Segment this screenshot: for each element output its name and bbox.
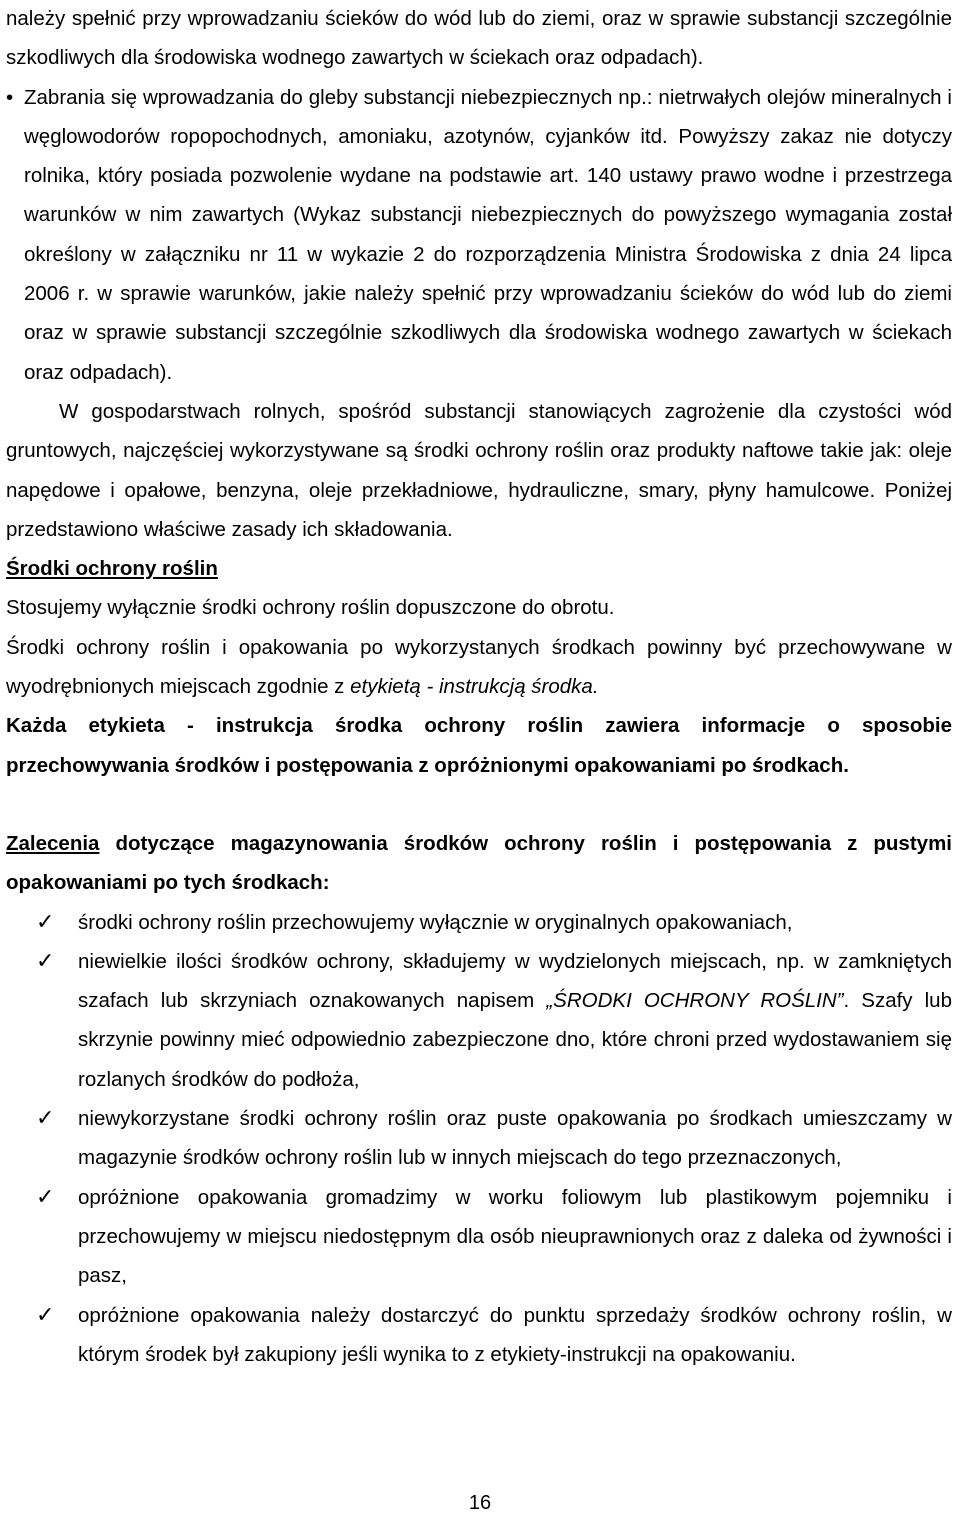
recommendation-item-small-quantities (6, 942, 952, 1099)
paragraph-continuation: należy spełnić przy wprowadzaniu ścieków do wód lub do ziemi, oraz w sprawie substancji szczególnie szkodliwych dla środowiska wodnego zawartych w ściekach oraz odpadach). (6, 7, 952, 70)
recommendations-heading-rest: dotyczące magazynowania środków ochrony roślin i postępowania z pustymi opakowaniami po tych środkach: (6, 831, 952, 895)
page-number: 16 (468, 1492, 492, 1514)
paragraph-label-information: Każda etykieta - instrukcja środka ochrony roślin zawiera informacje o sposobie przechowywania środków i postępowania z opróżnionymi opakowaniami po środkach. (6, 714, 952, 777)
paragraph-spacer (6, 785, 952, 824)
checkmark-icon: ✓ (36, 1106, 55, 1132)
label-instruction-emphasis: etykietą - instrukcją środka. (350, 675, 599, 699)
bullet-item-text: Zabrania się wprowadzania do gleby substancji niebezpiecznych np.: nietrwałych olejów mineralnych i węglowodorów ropopochodnych, amoniaku, azotynów, cyjanków itd. Powyższy zakaz nie dotyczy rolnika, który posiada pozwolenie wydane na podstawie art. 140 ustawy prawo wodne i przestrzega warunków w nim zawartych (Wykaz substancji niebezpiecznych do powyższego wymagania został określony w załączniku nr 11 w wykazie 2 do rozporządzenia Ministra Środowiska z dnia 24 lipca 2006 r. w sprawie warunków, jakie należy spełnić przy wprowadzaniu ścieków do wód lub do ziemi oraz w sprawie substancji szczególnie szkodliwych dla środowiska wodnego zawartych w ściekach oraz odpadach). (24, 85, 952, 384)
document-page (6, 0, 952, 1374)
checkmark-icon: ✓ (36, 1184, 55, 1210)
recommendation-italic-label: „ŚRODKI OCHRONY ROŚLIN” (546, 989, 844, 1013)
recommendation-item-unused-products (6, 1099, 952, 1178)
recommendations-list (6, 903, 952, 1375)
recommendation-item-empty-packaging-storage (6, 1178, 952, 1296)
recommendation-text: opróżnione opakowania należy dostarczyć do punktu sprzedaży środków ochrony roślin, w którym środek był zakupiony jeśli wynika to z etykiety-instrukcji na opakowaniu. (78, 1303, 952, 1366)
recommendation-item-original-packaging (6, 903, 952, 942)
recommendations-heading (6, 824, 952, 903)
paragraph-farms: W gospodarstwach rolnych, spośród substancji stanowiących zagrożenie dla czystości wód gruntowych, najczęściej wykorzystywane są środki ochrony roślin oraz produkty naftowe takie jak: oleje napędowe i opałowe, benzyna, oleje przekładniowe, hydrauliczne, smary, płyny hamulcowe. Poniżej przedstawiono właściwe zasady ich składowania. (6, 399, 952, 541)
recommendation-text: opróżnione opakowania gromadzimy w worku foliowym lub plastikowym pojemniku i przechowujemy w miejscu niedostępnym dla osób nieuprawnionych oraz z daleka od żywności i pasz, (78, 1185, 952, 1288)
checkmark-icon: ✓ (36, 948, 55, 974)
checkmark-icon: ✓ (36, 1302, 55, 1328)
section-heading (6, 549, 952, 588)
recommendation-text: środki ochrony roślin przechowujemy wyłącznie w oryginalnych opakowaniach, (78, 910, 793, 934)
checkmark-icon: ✓ (36, 909, 55, 935)
bullet-list-item (6, 78, 952, 392)
recommendation-text: niewykorzystane środki ochrony roślin oraz puste opakowania po środkach umieszczamy w magazynie środków ochrony roślin lub w innych miejscach do tego przeznaczonych, (78, 1107, 952, 1170)
section-heading-text: Środki ochrony roślin (6, 557, 218, 581)
recommendations-heading-underlined: Zalecenia (6, 831, 100, 855)
paragraph-allowed-products: Stosujemy wyłącznie środki ochrony roślin dopuszczone do obrotu. (6, 596, 615, 620)
bullet-icon: • (6, 85, 14, 109)
recommendation-text-continued: . Szafy lub skrzynie powinny mieć odpowiednio zabezpieczone dno, które chroni przed wydostawaniem się rozlanych środków do podłoża, (78, 989, 952, 1091)
paragraph-storage-text: Środki ochrony roślin i opakowania po wykorzystanych środkach powinny być przechowywane w wyodrębnionych miejscach zgodnie z (6, 635, 952, 699)
recommendation-item-packaging-return (6, 1296, 952, 1375)
paragraph-storage-places (6, 628, 952, 707)
recommendation-text: niewielkie ilości środków ochrony, składujemy w wydzielonych miejscach, np. w zamkniętych szafach lub skrzyniach oznakowanych napisem (78, 949, 952, 1013)
